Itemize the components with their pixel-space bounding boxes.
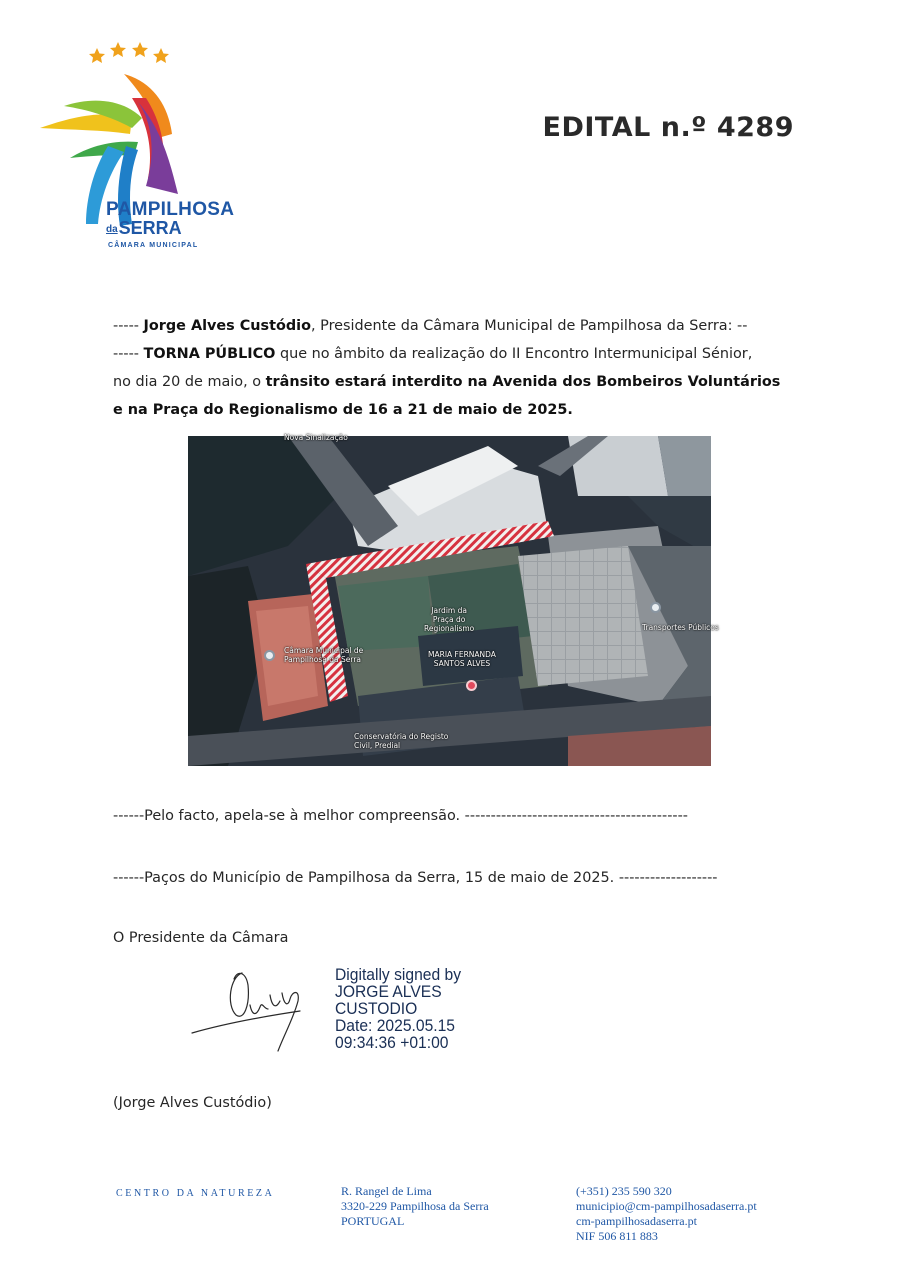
president-name: Jorge Alves Custódio: [143, 318, 311, 334]
footer-nif: NIF 506 811 883: [576, 1229, 658, 1243]
map-label-jardim: Jardim da Praça do Regionalismo: [424, 606, 475, 633]
footer-address-3: PORTUGAL: [341, 1214, 405, 1228]
map-pin-camara: [264, 650, 275, 661]
map-pin-transportes: [650, 602, 661, 613]
logo-subtitle: CÂMARA MUNICIPAL: [108, 242, 199, 249]
digital-signature-line-4: Date: 2025.05.15: [335, 1016, 456, 1035]
intro-line-1: [113, 312, 803, 340]
digital-signature-line-5: 09:34:36 +01:00: [335, 1033, 449, 1052]
pacos-line: ------Paços do Município de Pampilhosa da Serra, 15 de maio de 2025. -------------------: [113, 870, 718, 886]
digital-signature-line-1: Digitally signed by: [335, 965, 462, 984]
footer-address-2: 3320-229 Pampilhosa da Serra: [341, 1199, 489, 1213]
intro-line-2: [113, 340, 803, 368]
satellite-map: [188, 433, 719, 766]
intro-line-3-bold: trânsito estará interdito na Avenida dos Bombeiros Voluntários: [265, 374, 781, 390]
footer-address-1: R. Rangel de Lima: [341, 1184, 432, 1198]
handwritten-signature: [190, 965, 320, 1060]
map-label-conservatoria: Conservatória do Registo Civil, Predial: [354, 732, 449, 750]
digital-signature-line-2: JORGE ALVES: [335, 982, 442, 1001]
intro-line-4-bold: e na Praça do Regionalismo de 16 a 21 de maio de 2025.: [113, 402, 573, 418]
map-label-transportes: Transportes Públicos: [642, 623, 719, 632]
intro-line-3-normal: no dia 20 de maio, o: [113, 374, 266, 390]
intro-dash: -----: [113, 346, 144, 362]
municipal-logo: [34, 38, 254, 258]
footer-phone: (+351) 235 590 320: [576, 1184, 672, 1198]
intro-line-3: [113, 368, 803, 396]
presidente-label: O Presidente da Câmara: [113, 930, 289, 946]
logo-wordmark: [106, 200, 234, 239]
signer-name: (Jorge Alves Custódio): [113, 1095, 272, 1111]
map-label-maria: MARIA FERNANDA SANTOS ALVES: [428, 650, 496, 668]
footer-email[interactable]: municipio@cm-pampilhosadaserra.pt: [576, 1199, 757, 1213]
footer-contacts: [576, 1184, 757, 1244]
logo-name-da: da: [106, 224, 118, 235]
logo-name-line1: PAMPILHOSA: [106, 199, 235, 220]
apela-line: ------Pelo facto, apela-se à melhor compreensão. -------------------------------------------: [113, 808, 688, 824]
map-label-camara: Câmara Municipal de Pampilhosa da Serra: [284, 646, 364, 664]
logo-name-line2: [106, 219, 234, 239]
footer-tagline: CENTRO DA NATUREZA: [116, 1188, 275, 1199]
intro-line-4: [113, 396, 803, 424]
intro-line-2-rest: que no âmbito da realização do II Encontro Intermunicipal Sénior,: [275, 346, 753, 362]
map-label-top: Nova Sinalização: [284, 433, 348, 442]
map-pin-red: [466, 680, 477, 691]
logo-name-serra: SERRA: [118, 218, 182, 238]
logo-stars: [89, 42, 169, 63]
page-title: EDITAL n.º 4289: [542, 112, 794, 143]
intro-dash: -----: [113, 318, 144, 334]
digital-signature: [335, 966, 461, 1051]
intro-paragraph: [113, 312, 803, 424]
intro-line-1-rest: , Presidente da Câmara Municipal de Pampilhosa da Serra: --: [311, 318, 748, 334]
footer-address: [341, 1184, 489, 1229]
digital-signature-line-3: CUSTODIO: [335, 999, 418, 1018]
map-imagery: [188, 436, 711, 766]
footer-website[interactable]: cm-pampilhosadaserra.pt: [576, 1214, 697, 1228]
torna-publico: TORNA PÚBLICO: [143, 346, 276, 362]
